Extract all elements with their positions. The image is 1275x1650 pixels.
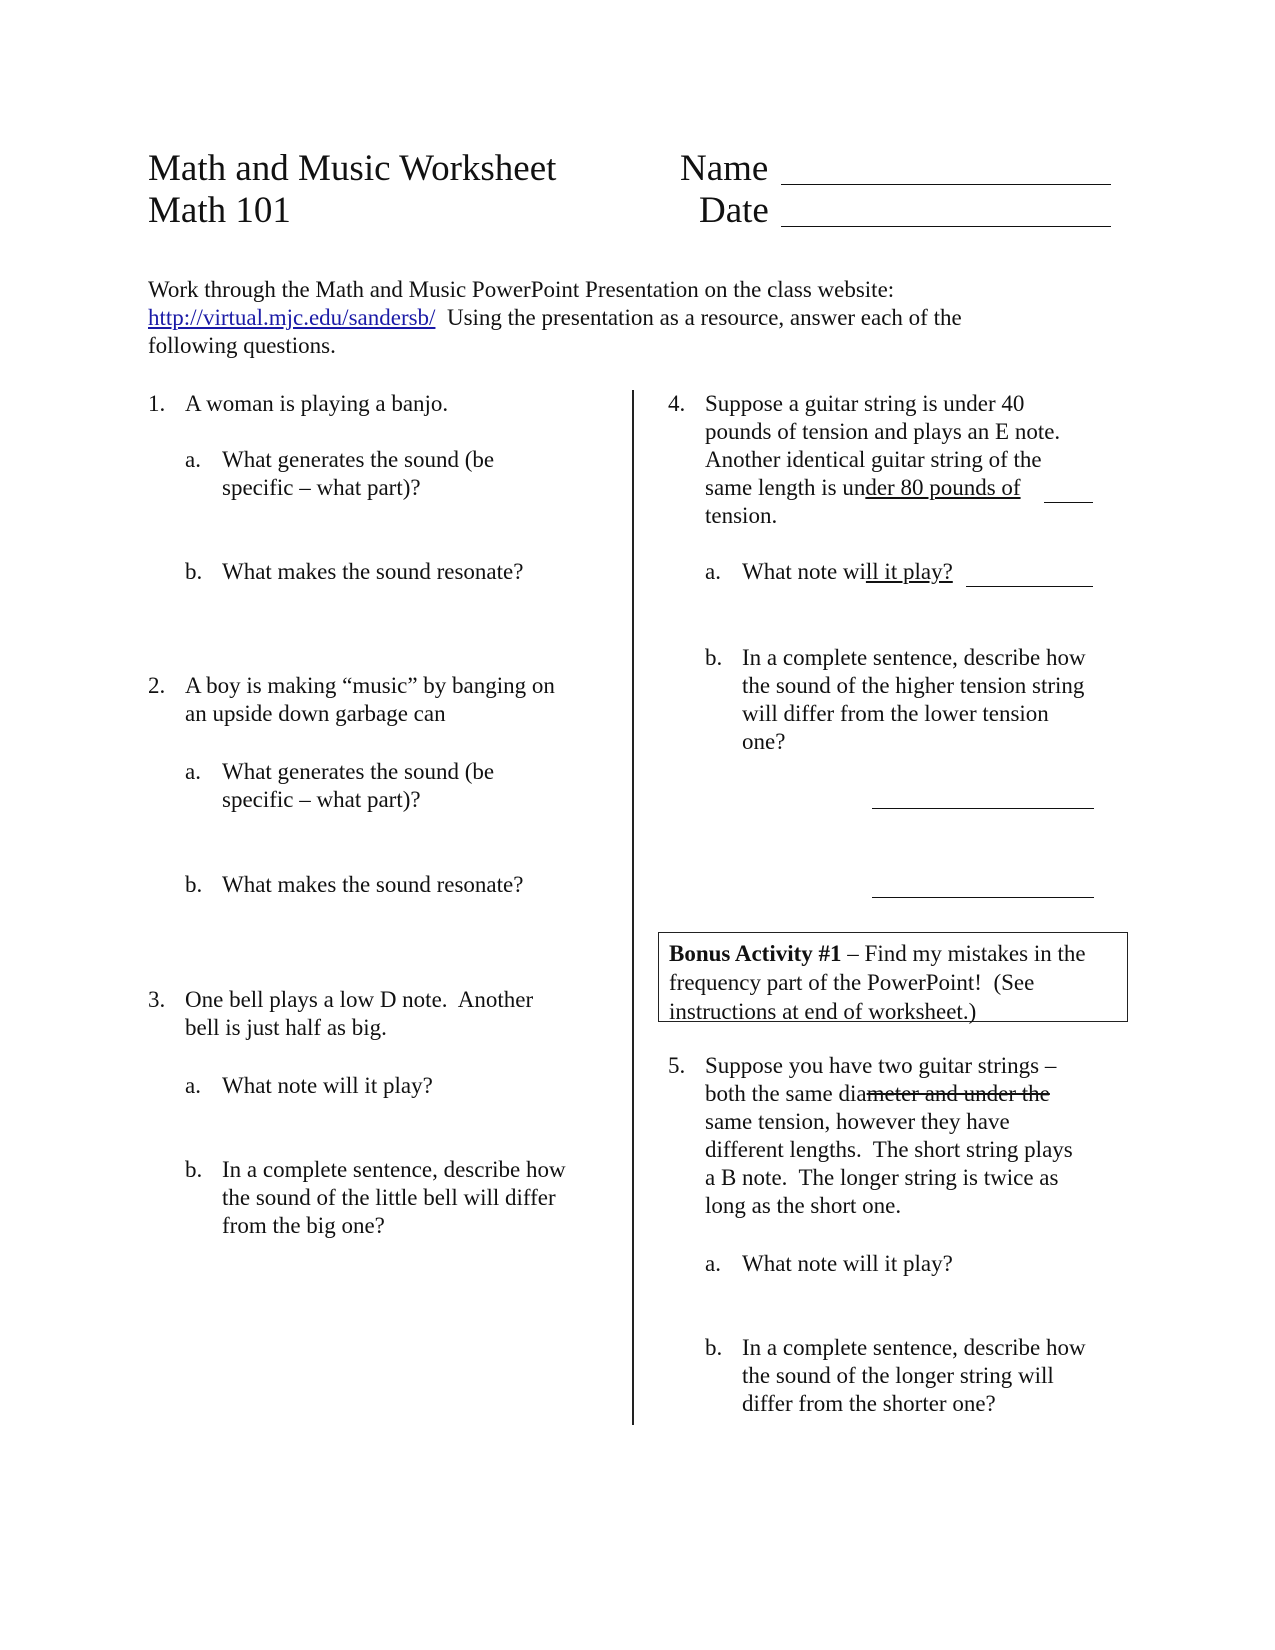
class-website-link[interactable]: http://virtual.mjc.edu/sandersb/	[148, 305, 436, 330]
q2b-label: b.	[185, 872, 203, 897]
q5b-line-2: the sound of the longer string will	[742, 1363, 1054, 1388]
q1b-label: b.	[185, 559, 203, 584]
q1a-line-1: What generates the sound (be	[222, 447, 495, 472]
q4a-label: a.	[705, 559, 721, 584]
q2-number: 2.	[148, 673, 166, 698]
q5b-label: b.	[705, 1335, 723, 1360]
q1a-label: a.	[185, 447, 201, 472]
q4-line-4-underline	[1044, 474, 1093, 503]
q4b-answer-line-2[interactable]	[872, 871, 1094, 898]
q3b-label: b.	[185, 1157, 203, 1182]
q2-line-2: an upside down garbage can	[185, 701, 446, 726]
q3a-label: a.	[185, 1073, 201, 1098]
name-label: Name	[680, 148, 769, 189]
bonus-line-3: instructions at end of worksheet.)	[669, 999, 977, 1024]
q3-line-1: One bell plays a low D note. Another	[185, 987, 534, 1012]
q2-line-1: A boy is making “music” by banging on	[185, 673, 555, 698]
q3b-line-1: In a complete sentence, describe how	[222, 1157, 566, 1182]
q3b-line-2: the sound of the little bell will differ	[222, 1185, 556, 1210]
q5-number: 5.	[668, 1053, 686, 1078]
q4a-answer-line[interactable]	[966, 558, 1093, 587]
worksheet-title: Math and Music Worksheet	[148, 148, 557, 189]
bonus-activity-box	[658, 932, 1128, 1022]
date-label: Date	[699, 190, 769, 231]
q4-line-3: Another identical guitar string of the	[705, 447, 1042, 472]
name-field[interactable]	[781, 150, 1111, 185]
q5-line-4: different lengths. The short string plays	[705, 1137, 1073, 1162]
q4b-line-2: the sound of the higher tension string	[742, 673, 1085, 698]
bonus-heading: Bonus Activity #1	[669, 941, 842, 966]
intro-line-2: http://virtual.mjc.edu/sandersb/ Using the presentation as a resource, answer each of the	[148, 305, 962, 330]
q5a-label: a.	[705, 1251, 721, 1276]
q5-line-1: Suppose you have two guitar strings –	[705, 1053, 1057, 1078]
q3-line-2: bell is just half as big.	[185, 1015, 387, 1040]
q5-line-3: same tension, however they have	[705, 1109, 1010, 1134]
q4b-line-3: will differ from the lower tension	[742, 701, 1049, 726]
q1a-line-2: specific – what part)?	[222, 475, 421, 500]
q1b-text: What makes the sound resonate?	[222, 559, 524, 584]
q5-line-6: long as the short one.	[705, 1193, 902, 1218]
intro-line-1: Work through the Math and Music PowerPoint Presentation on the class website:	[148, 277, 895, 302]
q5b-line-3: differ from the shorter one?	[742, 1391, 996, 1416]
q4-line-1: Suppose a guitar string is under 40	[705, 391, 1025, 416]
bonus-line-1: Bonus Activity #1 – Find my mistakes in the	[669, 941, 1086, 966]
bonus-line-2: frequency part of the PowerPoint! (See	[669, 970, 1035, 995]
q4-number: 4.	[668, 391, 686, 416]
q4-line-2: pounds of tension and plays an E note.	[705, 419, 1061, 444]
q4a-text: What note will it play?	[742, 559, 953, 584]
q4b-line-4: one?	[742, 729, 786, 754]
q4b-label: b.	[705, 645, 723, 670]
q1-text: A woman is playing a banjo.	[185, 391, 449, 416]
q3-number: 3.	[148, 987, 166, 1012]
column-divider	[632, 390, 634, 1425]
q2a-label: a.	[185, 759, 201, 784]
q1-number: 1.	[148, 391, 166, 416]
q2a-line-1: What generates the sound (be	[222, 759, 495, 784]
q3b-line-3: from the big one?	[222, 1213, 385, 1238]
course-title: Math 101	[148, 190, 291, 231]
q4b-line-1: In a complete sentence, describe how	[742, 645, 1086, 670]
q2b-text: What makes the sound resonate?	[222, 872, 524, 897]
q5a-text: What note will it play?	[742, 1251, 953, 1276]
q5b-line-1: In a complete sentence, describe how	[742, 1335, 1086, 1360]
q3a-text: What note will it play?	[222, 1073, 433, 1098]
date-field[interactable]	[781, 192, 1111, 227]
q4b-answer-line-1[interactable]	[872, 782, 1094, 809]
q4-line-4: same length is under 80 pounds of	[705, 475, 1021, 500]
q5-line-2: both the same diameter and under the	[705, 1081, 1050, 1106]
q5-line-5: a B note. The longer string is twice as	[705, 1165, 1059, 1190]
intro-line-3: following questions.	[148, 333, 336, 358]
q4-line-5: tension.	[705, 503, 778, 528]
q2a-line-2: specific – what part)?	[222, 787, 421, 812]
